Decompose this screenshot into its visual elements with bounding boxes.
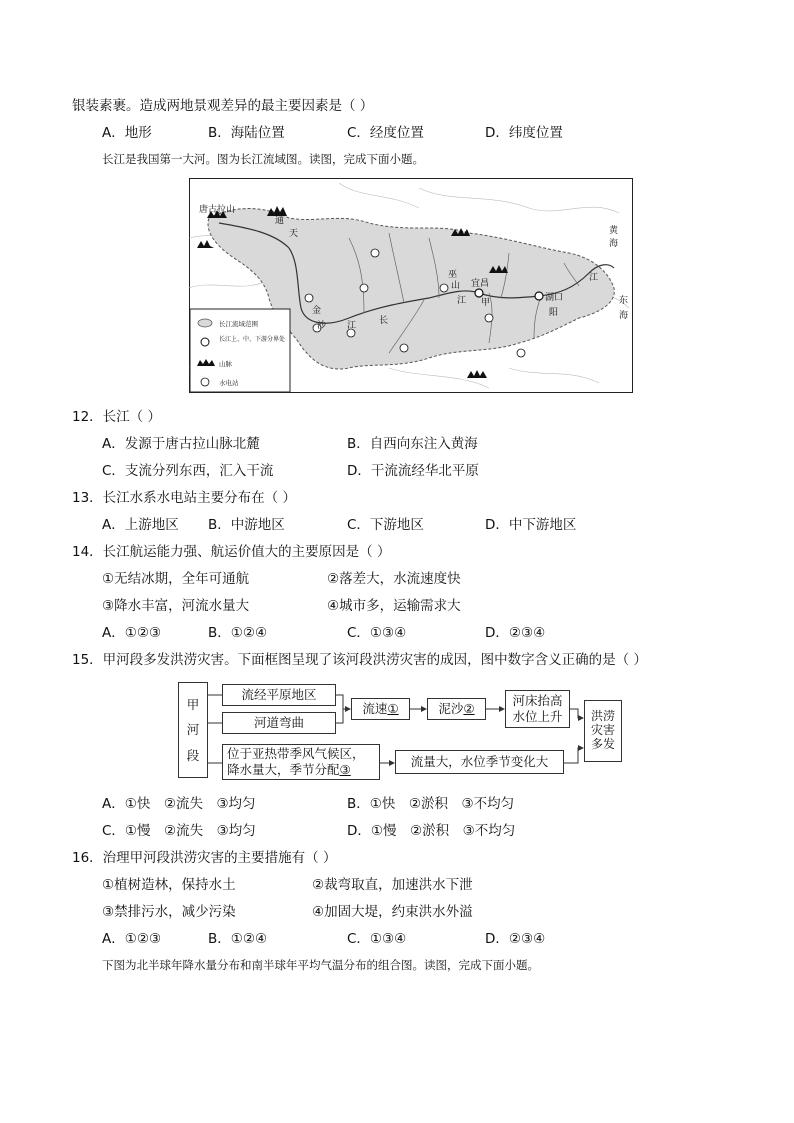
q14-statement-1: ①无结冰期，全年可通航 bbox=[102, 571, 250, 587]
yangtze-basin-map bbox=[189, 178, 633, 393]
q15-option-a: A．①快 ②流失 ③均匀 bbox=[102, 796, 256, 812]
map-legend bbox=[190, 309, 290, 392]
legend-hydro: 水电站 bbox=[219, 379, 239, 387]
q15-option-c: C．①慢 ②流失 ③均匀 bbox=[102, 823, 256, 839]
label-jiang: 江 bbox=[347, 321, 357, 331]
q13-option-d: D．中下游地区 bbox=[485, 517, 577, 533]
flow-silt-box bbox=[427, 698, 486, 720]
label-tian: 天 bbox=[289, 229, 299, 239]
label-jiang2: 江 bbox=[457, 296, 467, 306]
legend-mountain: 山脉 bbox=[219, 360, 232, 368]
q16-option-b: B．①②④ bbox=[208, 931, 268, 947]
label-chang: 长 bbox=[379, 316, 389, 326]
label-shan: 山 bbox=[451, 281, 461, 291]
q12-option-d: D．干流流经华北平原 bbox=[347, 463, 479, 479]
q14-statement-2: ②落差大，水流速度快 bbox=[327, 571, 461, 587]
flow-curve-box: 河道弯曲 bbox=[222, 712, 336, 734]
label-hukou: 湖口 bbox=[545, 293, 564, 303]
flow-climate-box bbox=[222, 744, 380, 780]
label-wu: 巫 bbox=[448, 270, 458, 280]
flow-climate-line2: 降水量大，季节分配 bbox=[227, 762, 340, 777]
q14-option-b: B．①②④ bbox=[208, 625, 268, 641]
outro-line: 下图为北半球年降水量分布和南半球年平均气温分布的组合图。读图，完成下面小题。 bbox=[102, 958, 539, 972]
q14-statement-4: ④城市多，运输需求大 bbox=[327, 598, 461, 614]
label-hai: 海 bbox=[609, 239, 619, 249]
flow-speed-blank: ① bbox=[387, 701, 399, 717]
label-tanggula: 唐古拉山 bbox=[199, 205, 236, 215]
q16-option-c: C．①③④ bbox=[347, 931, 407, 947]
flow-seg-1: 甲 bbox=[186, 696, 200, 712]
flow-volume-box: 流量大，水位季节变化大 bbox=[395, 750, 564, 774]
q16-stem: 16．治理甲河段洪涝灾害的主要措施有（ ） bbox=[72, 850, 337, 866]
flow-bed-line1: 河床抬高 bbox=[512, 693, 563, 709]
flow-seg-3: 段 bbox=[186, 747, 200, 763]
flow-segment-box bbox=[178, 682, 208, 778]
label-sha: 沙 bbox=[317, 321, 327, 331]
flow-flood-c5: 多 bbox=[590, 736, 603, 751]
q16-statement-1: ①植树造林，保持水土 bbox=[102, 877, 236, 893]
q12-stem: 12．长江（ ） bbox=[72, 409, 161, 425]
label-tong: 通 bbox=[275, 216, 285, 226]
q13-stem: 13．长江水系水电站主要分布在（ ） bbox=[72, 490, 296, 506]
q16-option-d: D．②③④ bbox=[485, 931, 546, 947]
flood-cause-flowchart bbox=[178, 678, 622, 782]
label-jiang3: 江 bbox=[589, 273, 599, 283]
flow-flood-c3: 灾 bbox=[590, 723, 603, 738]
q13-option-c: C．下游地区 bbox=[347, 517, 424, 533]
flow-flood-c4: 害 bbox=[603, 723, 616, 738]
q14-option-c: C．①③④ bbox=[347, 625, 407, 641]
flow-speed-label: 流速 bbox=[362, 701, 388, 717]
q16-statement-3: ③禁排污水，减少污染 bbox=[102, 904, 236, 920]
label-huang: 黄 bbox=[609, 226, 619, 236]
q13-option-a: A．上游地区 bbox=[102, 517, 179, 533]
q16-statement-2: ②裁弯取直，加速洪水下泄 bbox=[312, 877, 473, 893]
q14-option-d: D．②③④ bbox=[485, 625, 546, 641]
q14-statement-3: ③降水丰富，河流水量大 bbox=[102, 598, 250, 614]
flow-climate-blank: ③ bbox=[339, 762, 351, 777]
flow-bed-line2: 水位上升 bbox=[512, 709, 563, 724]
q0-option-b: B．海陆位置 bbox=[208, 125, 285, 141]
flow-speed-box bbox=[351, 698, 410, 720]
flow-plain-box: 流经平原地区 bbox=[222, 684, 336, 706]
label-yichang: 宜昌 bbox=[471, 279, 490, 289]
q16-statement-4: ④加固大堤，约束洪水外溢 bbox=[312, 904, 473, 920]
q15-option-b: B．①快 ②淤积 ③不均匀 bbox=[347, 796, 515, 812]
q12-option-c: C．支流分列东西，汇入干流 bbox=[102, 463, 274, 479]
q0-option-a: A．地形 bbox=[102, 125, 152, 141]
flow-flood-c2: 涝 bbox=[603, 709, 616, 724]
legend-division: 长江上、中、下游分界处 bbox=[219, 336, 286, 343]
q14-option-a: A．①②③ bbox=[102, 625, 162, 641]
legend-basin: 长江流域范围 bbox=[219, 320, 258, 328]
q15-stem: 15．甲河段多发洪涝灾害。下面框图呈现了该河段洪涝灾害的成因，图中数字含义正确的是（ ） bbox=[72, 652, 647, 668]
label-hai2: 海 bbox=[619, 311, 629, 321]
flow-flood-c1: 洪 bbox=[590, 709, 603, 724]
label-yang: 阳 bbox=[549, 308, 559, 318]
q0-option-d: D．纬度位置 bbox=[485, 125, 563, 141]
q12-option-b: B．自西向东注入黄海 bbox=[347, 436, 478, 452]
q15-option-d: D．①慢 ②淤积 ③不均匀 bbox=[347, 823, 516, 839]
q14-stem: 14．长江航运能力强、航运价值大的主要原因是（ ） bbox=[72, 544, 391, 560]
flow-climate-line1: 位于亚热带季风气候区， bbox=[227, 746, 365, 762]
flow-silt-label: 泥沙 bbox=[438, 701, 464, 717]
yangtze-intro: 长江是我国第一大河。图为长江流域图。读图，完成下面小题。 bbox=[102, 152, 424, 166]
flow-bed-box bbox=[505, 690, 570, 728]
flow-flood-c6: 发 bbox=[603, 736, 616, 751]
flow-seg-2: 河 bbox=[186, 722, 200, 738]
q13-option-b: B．中游地区 bbox=[208, 517, 285, 533]
intro-line: 银装素裹。造成两地景观差异的最主要因素是（ ） bbox=[72, 98, 374, 114]
label-jia: 甲 bbox=[481, 298, 491, 308]
flow-silt-blank: ② bbox=[463, 701, 475, 717]
label-dong: 东 bbox=[619, 296, 629, 306]
flow-flood-box bbox=[584, 700, 622, 762]
q16-option-a: A．①②③ bbox=[102, 931, 162, 947]
q12-option-a: A．发源于唐古拉山脉北麓 bbox=[102, 436, 260, 452]
q0-option-c: C．经度位置 bbox=[347, 125, 424, 141]
label-jin: 金 bbox=[312, 306, 322, 316]
